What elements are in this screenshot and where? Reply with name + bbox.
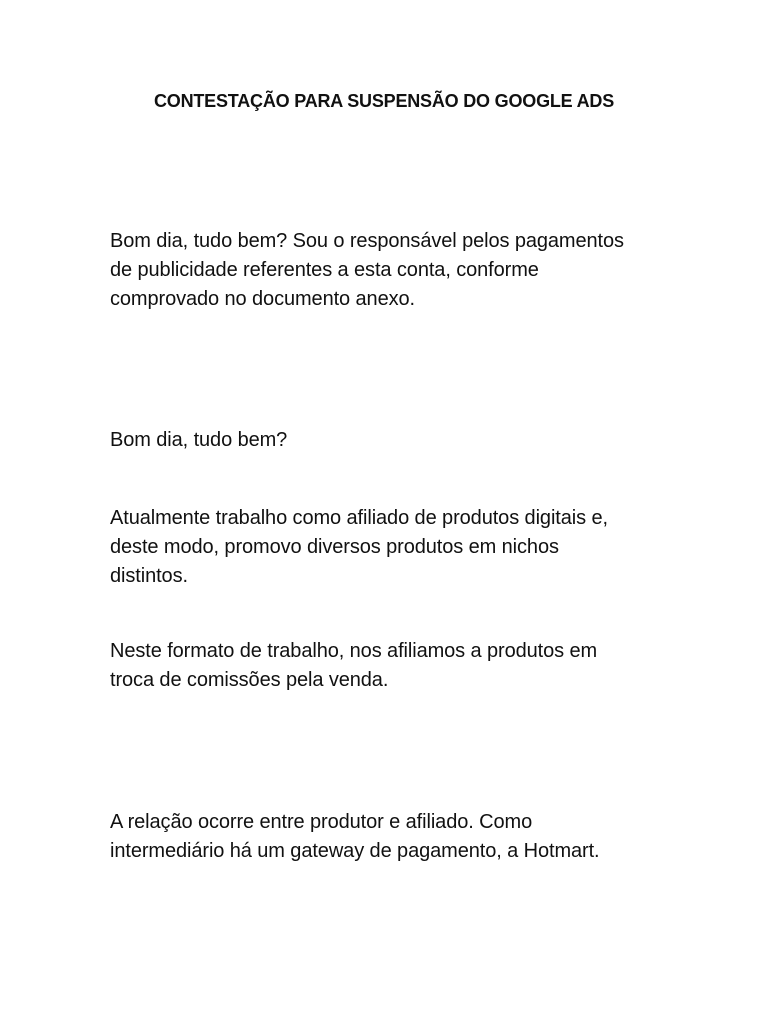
paragraph-affiliate-work: [110, 504, 670, 591]
paragraph-relationship: [110, 808, 670, 866]
paragraph-line: A relação ocorre entre produtor e afiliado. Como: [110, 811, 533, 833]
paragraph-greeting-responsible: [110, 227, 670, 314]
paragraph-line: de publicidade referentes a esta conta, conforme: [110, 259, 539, 281]
paragraph-line: troca de comissões pela venda.: [110, 669, 389, 691]
paragraph-line: deste modo, promovo diversos produtos em nichos: [110, 536, 559, 558]
paragraph-line: Bom dia, tudo bem? Sou o responsável pelos pagamentos: [110, 230, 624, 252]
paragraph-work-format: [110, 637, 670, 695]
paragraph-line: intermediário há um gateway de pagamento, a Hotmart.: [110, 840, 600, 862]
paragraph-line: distintos.: [110, 565, 188, 587]
paragraph-greeting: [110, 426, 670, 455]
paragraph-line: Bom dia, tudo bem?: [110, 429, 288, 451]
document-title: CONTESTAÇÃO PARA SUSPENSÃO DO GOOGLE ADS: [153, 91, 615, 111]
paragraph-line: comprovado no documento anexo.: [110, 288, 415, 310]
paragraph-line: Neste formato de trabalho, nos afiliamos a produtos em: [110, 640, 598, 662]
paragraph-line: Atualmente trabalho como afiliado de produtos digitais e,: [110, 507, 608, 529]
